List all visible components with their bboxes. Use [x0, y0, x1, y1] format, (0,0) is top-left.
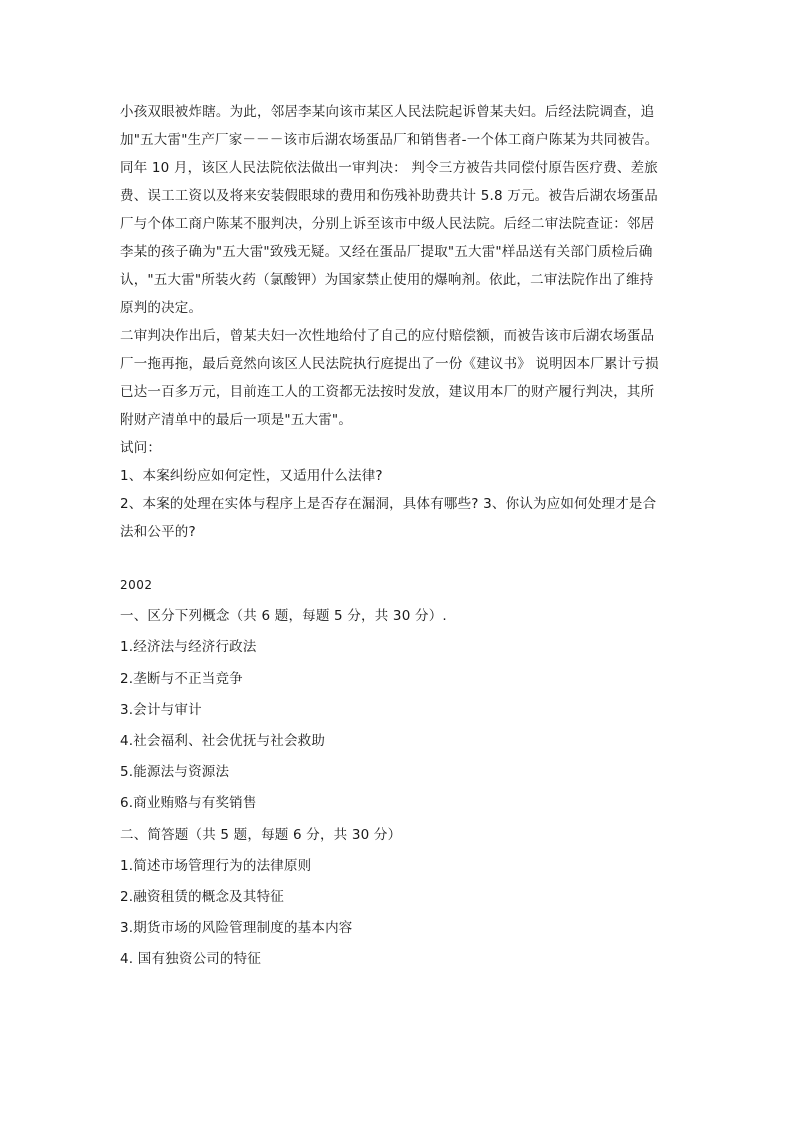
list-item: 2.垄断与不正当竞争	[120, 670, 243, 687]
case-line: 同年 10 月，该区人民法院依法做出一审判决： 判令三方被告共同偿付原告医疗费、差旅	[120, 160, 658, 176]
list-item: 5.能源法与资源法	[120, 764, 230, 781]
case-line: 原判的决定。	[120, 300, 203, 316]
list-item: 3.期货市场的风险管理制度的基本内容	[120, 920, 353, 937]
question-item: 1、本案纠纷应如何定性，又适用什么法律?	[120, 468, 383, 484]
question-heading: 试问：	[120, 440, 162, 456]
case-line: 小孩双眼被炸瞎。为此，邻居李某向该市某区人民法院起诉曾某夫妇。后经法院调查，追	[120, 104, 655, 120]
case-line: 认，"五大雷"所装火药（氯酸钾）为国家禁止使用的爆响剂。依此，二审法院作出了维持	[120, 272, 654, 288]
list-item: 1.经济法与经济行政法	[120, 639, 257, 656]
list-item: 4.社会福利、社会优抚与社会救助	[120, 732, 326, 749]
case-line: 厂与个体工商户陈某不服判决，分别上诉至该市中级人民法院。后经二审法院查证：邻居	[120, 216, 655, 232]
section-spacer	[120, 546, 690, 570]
list-item: 2.融资租赁的概念及其特征	[120, 888, 284, 905]
list-item: 3.会计与审计	[120, 701, 202, 718]
list-item: 6.商业贿赂与有奖销售	[120, 795, 257, 812]
question-item: 法和公平的?	[120, 524, 196, 540]
case-line: 费、误工工资以及将来安装假眼球的费用和伤残补助费共计 5.8 万元。被告后湖农场蛋品	[120, 188, 658, 204]
case-line: 李某的孩子确为"五大雷"致残无疑。又经在蛋品厂提取"五大雷"样品送有关部门质检后确	[120, 244, 653, 260]
exam-section	[120, 570, 690, 975]
section-heading: 一、区分下列概念（共 6 题，每题 5 分，共 30 分）.	[120, 608, 447, 625]
list-item: 1.简述市场管理行为的法律原则	[120, 857, 312, 874]
case-line: 二审判决作出后，曾某夫妇一次性地给付了自己的应付赔偿额，而被告该市后湖农场蛋品	[120, 328, 655, 344]
exam-year: 2002	[120, 578, 153, 592]
case-text	[120, 98, 690, 546]
document-body	[120, 98, 690, 975]
list-item: 4. 国有独资公司的特征	[120, 951, 262, 968]
case-line: 加"五大雷"生产厂家－－－该市后湖农场蛋品厂和销售者-一个体工商户陈某为共同被告。	[120, 132, 659, 148]
case-line: 厂一拖再拖，最后竟然向该区人民法院执行庭提出了一份《建议书》 说明因本厂累计亏损	[120, 356, 659, 372]
case-line: 附财产清单中的最后一项是"五大雷"。	[120, 412, 353, 428]
question-item: 2、本案的处理在实体与程序上是否存在漏洞，具体有哪些? 3、你认为应如何处理才是合	[120, 496, 657, 512]
section-heading: 二、简答题（共 5 题，每题 6 分，共 30 分）	[120, 826, 402, 843]
case-line: 已达一百多万元，目前连工人的工资都无法按时发放，建议用本厂的财产履行判决，其所	[120, 384, 655, 400]
